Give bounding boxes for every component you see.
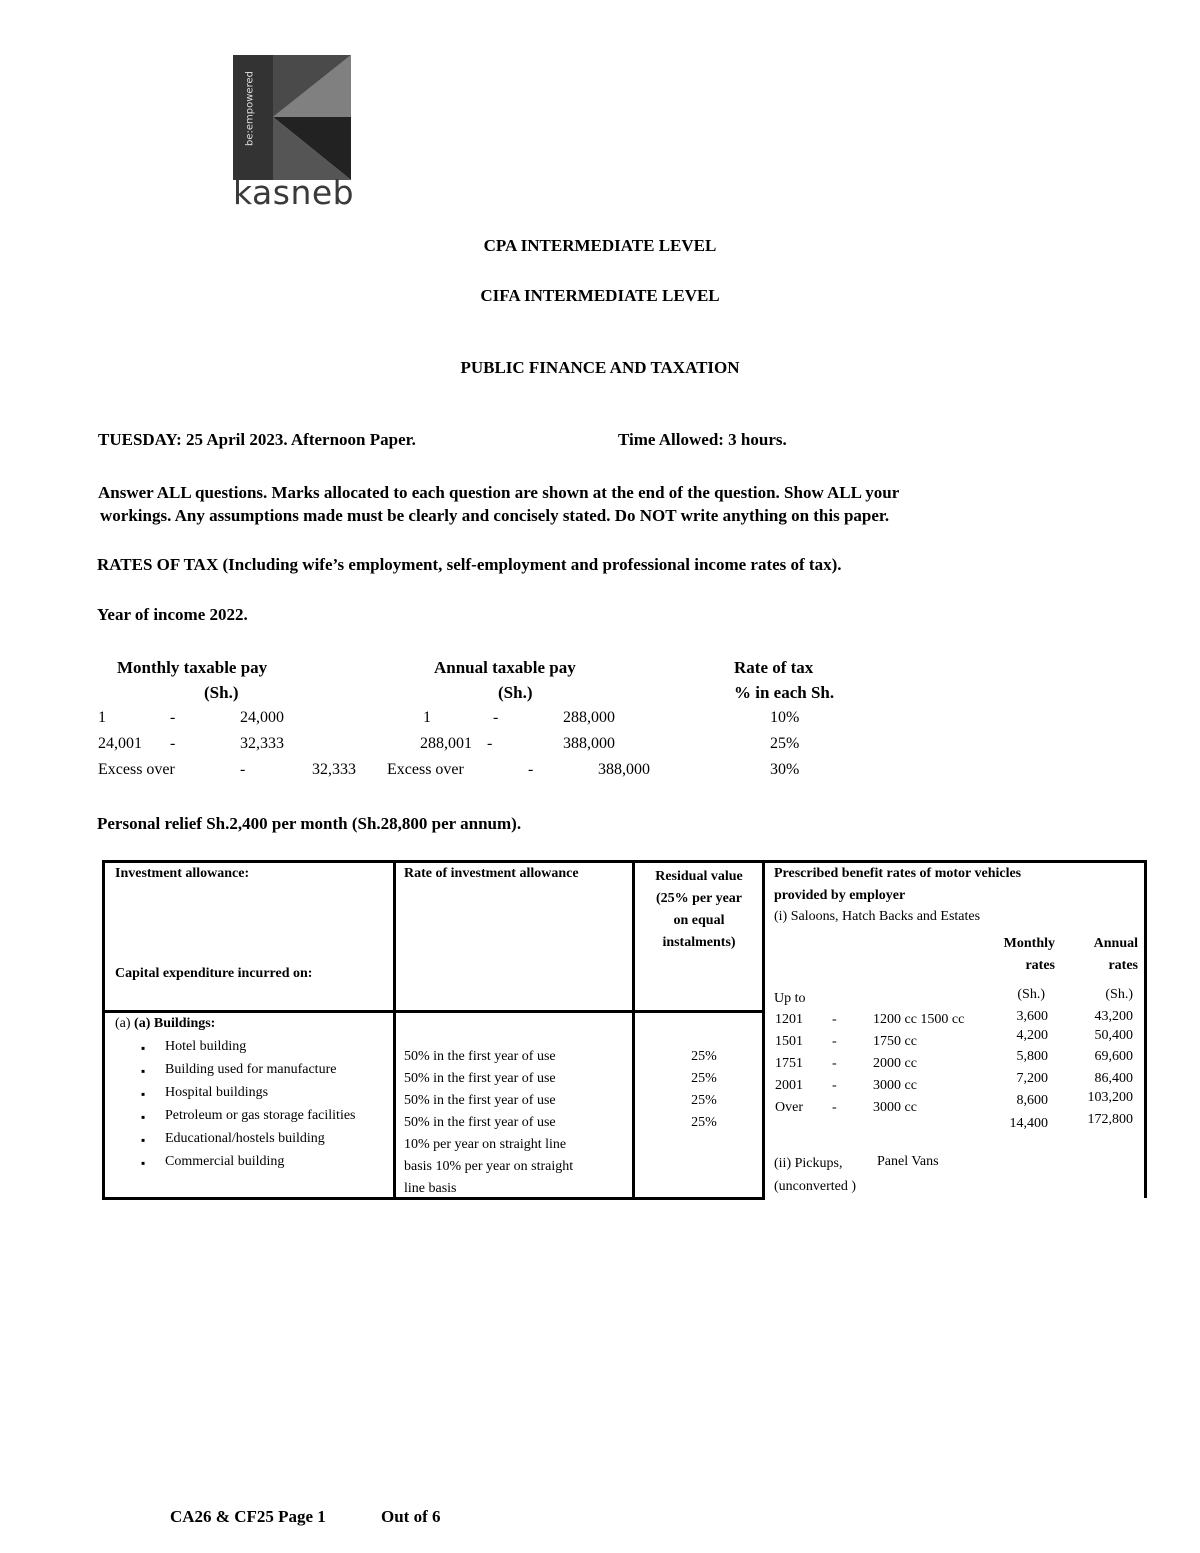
monthly-dash: - [170, 709, 176, 726]
allowance-rates-text [404, 1046, 573, 1200]
monthly-unit: (Sh.) [1017, 987, 1045, 1002]
bullet-icon: ▪ [141, 1041, 146, 1055]
year-of-income: Year of income 2022. [97, 605, 248, 624]
header-annual: Annual taxable pay [434, 658, 576, 677]
annual-rate-value: 50,400 [1094, 1028, 1133, 1043]
capital-expenditure-header: Capital expenditure incurred on: [115, 966, 313, 981]
monthly-rates-line-2: rates [1025, 958, 1055, 973]
cc-to: 3000 cc [873, 1078, 917, 1093]
footer-page-code: CA26 & CF25 Page 1 [170, 1507, 326, 1526]
rate-text: 10% per year on straight line [404, 1137, 567, 1152]
rate-value: 10% [770, 709, 800, 726]
rate-text: 50% in the first year of use [404, 1093, 556, 1108]
residual-value: 25% [691, 1049, 717, 1064]
monthly-dash: - [240, 761, 246, 778]
cc-dash: - [832, 1034, 837, 1049]
annual-rates-line-1: Annual [1093, 936, 1138, 951]
saloons-label: (i) Saloons, Hatch Backs and Estates [774, 909, 981, 924]
monthly-rate-value: 8,600 [1016, 1093, 1048, 1108]
heading-cifa-level: CIFA INTERMEDIATE LEVEL [480, 286, 720, 305]
rate-text: 50% in the first year of use [404, 1115, 556, 1130]
monthly-from: 1 [98, 709, 106, 726]
monthly-rate-value: 7,200 [1016, 1071, 1048, 1086]
investment-allowance-header: Investment allowance: [115, 866, 250, 881]
panel-vans-label: Panel Vans [877, 1154, 939, 1169]
residual-value: 25% [691, 1115, 717, 1130]
monthly-dash: - [170, 735, 176, 752]
monthly-rate-value: 3,600 [1016, 1009, 1048, 1024]
monthly-to: 32,333 [240, 735, 284, 752]
monthly-rate-value: 5,800 [1016, 1049, 1048, 1064]
table-border-right [1144, 860, 1147, 1198]
monthly-to: 24,000 [240, 709, 284, 726]
header-monthly: Monthly taxable pay [117, 658, 268, 677]
cc-from: Over [775, 1100, 803, 1115]
instructions-line1: Answer ALL questions. Marks allocated to each question are shown at the end of the question. Show ALL your [98, 483, 900, 502]
monthly-rate-value: 14,400 [1009, 1116, 1048, 1131]
logo-tagline: be:empowered [244, 71, 256, 146]
rate-text: 50% in the first year of use [404, 1049, 556, 1064]
annual-dash: - [487, 735, 493, 752]
annual-rates-line-2: rates [1108, 958, 1138, 973]
residual-value-header [636, 866, 762, 954]
monthly-rates-line-1: Monthly [1003, 936, 1055, 951]
cc-from: 1201 [775, 1012, 803, 1027]
cc-to: 1200 cc 1500 cc [873, 1012, 965, 1027]
header-rate-unit: % in each Sh. [734, 683, 835, 702]
rate-text: 50% in the first year of use [404, 1071, 556, 1086]
annual-dash: - [528, 761, 534, 778]
building-item: Hotel building [165, 1039, 247, 1054]
residual-value: 25% [691, 1093, 717, 1108]
rate-value: 25% [770, 735, 800, 752]
annual-to: 288,000 [563, 709, 615, 726]
rate-text: basis 10% per year on straight [404, 1159, 574, 1174]
header-monthly-unit: (Sh.) [204, 683, 239, 702]
cc-to: 3000 cc [873, 1100, 917, 1115]
buildings-label: (a) (a) Buildings: [115, 1016, 216, 1031]
cc-dash: - [832, 1012, 837, 1027]
residual-line-1: Residual value [655, 869, 743, 884]
heading-cpa-level: CPA INTERMEDIATE LEVEL [483, 236, 717, 255]
annual-unit: (Sh.) [1105, 987, 1133, 1002]
table-row [0, 735, 1200, 757]
cc-to: 1750 cc [873, 1034, 917, 1049]
cc-from: 2001 [775, 1078, 803, 1093]
annual-rates-header [1060, 933, 1138, 977]
table-border-left [102, 860, 105, 1200]
monthly-from: Excess over [98, 761, 175, 778]
footer-out-of: Out of 6 [381, 1507, 441, 1526]
residual-line-2: (25% per year [655, 891, 743, 906]
table-border-top [102, 860, 1147, 863]
residual-value: 25% [691, 1071, 717, 1086]
bullet-icon: ▪ [141, 1064, 146, 1078]
monthly-from: 24,001 [98, 735, 142, 752]
kasneb-logo [233, 55, 358, 212]
benefit-rates-header-1: Prescribed benefit rates of motor vehicles [774, 866, 1022, 881]
residual-line-4: instalments) [662, 935, 736, 950]
benefit-rates-header-2: provided by employer [774, 888, 906, 903]
monthly-to: 32,333 [312, 761, 356, 778]
bullet-icon: ▪ [141, 1133, 146, 1147]
cc-dash: - [832, 1078, 837, 1093]
annual-rate-value: 43,200 [1094, 1009, 1133, 1024]
annual-from: Excess over [387, 761, 464, 778]
building-item: Commercial building [165, 1154, 285, 1169]
building-item: Educational/hostels building [165, 1131, 325, 1146]
table-border-mid [102, 1010, 764, 1013]
rate-text: line basis [404, 1181, 457, 1196]
cc-from: 1501 [775, 1034, 803, 1049]
monthly-rate-value: 4,200 [1016, 1028, 1048, 1043]
exam-date: TUESDAY: 25 April 2023. Afternoon Paper. [98, 430, 416, 449]
table-col-divider-1 [393, 860, 396, 1200]
table-col-divider-2 [632, 860, 635, 1200]
annual-from: 1 [423, 709, 431, 726]
table-row [0, 761, 1200, 783]
table-col-divider-3 [762, 860, 765, 1200]
cc-dash: - [832, 1056, 837, 1071]
cc-from: 1751 [775, 1056, 803, 1071]
annual-rate-value: 172,800 [1087, 1112, 1133, 1127]
bullet-icon: ▪ [141, 1087, 146, 1101]
annual-rate-value: 103,200 [1087, 1090, 1133, 1105]
pickups-label: (ii) Pickups, [774, 1156, 843, 1171]
header-rate: Rate of tax [734, 658, 814, 677]
rate-allowance-header: Rate of investment allowance [404, 866, 579, 881]
annual-to: 388,000 [563, 735, 615, 752]
up-to-label: Up to [774, 991, 806, 1006]
monthly-rates-header [960, 933, 1055, 977]
annual-to: 388,000 [598, 761, 650, 778]
building-item: Petroleum or gas storage facilities [165, 1108, 356, 1123]
exam-time: Time Allowed: 3 hours. [618, 430, 787, 449]
annual-dash: - [493, 709, 499, 726]
cc-to: 2000 cc [873, 1056, 917, 1071]
heading-subject: PUBLIC FINANCE AND TAXATION [460, 358, 740, 377]
annual-rate-value: 69,600 [1094, 1049, 1133, 1064]
instructions-line2: workings. Any assumptions made must be clearly and concisely stated. Do NOT write anything on this paper. [100, 506, 890, 525]
unconverted-label: (unconverted ) [774, 1179, 857, 1194]
building-item: Hospital buildings [165, 1085, 269, 1100]
rates-heading: RATES OF TAX (Including wife’s employment, self-employment and professional income rates of tax). [97, 555, 842, 574]
logo-wordmark: kasneb [233, 173, 355, 212]
buildings-label-text: (a) Buildings: [134, 1016, 216, 1031]
cc-dash: - [832, 1100, 837, 1115]
bullet-icon: ▪ [141, 1156, 146, 1170]
annual-from: 288,001 [420, 735, 472, 752]
personal-relief: Personal relief Sh.2,400 per month (Sh.28,800 per annum). [97, 814, 522, 833]
residual-values [636, 1046, 772, 1134]
rate-value: 30% [770, 761, 800, 778]
bullet-icon: ▪ [141, 1110, 146, 1124]
building-item: Building used for manufacture [165, 1062, 337, 1077]
header-annual-unit: (Sh.) [498, 683, 533, 702]
table-row [0, 709, 1200, 731]
residual-line-3: on equal [673, 913, 725, 928]
annual-rate-value: 86,400 [1094, 1071, 1133, 1086]
